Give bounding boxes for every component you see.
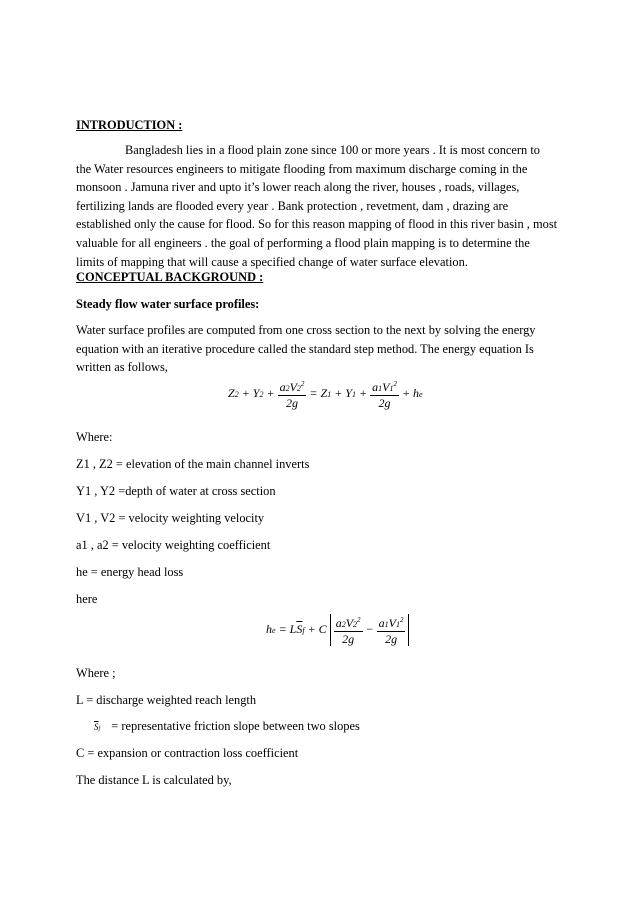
sf-subscript: f (98, 726, 101, 732)
intro-line: Bangladesh lies in a flood plain zone since 100 or more years . It is most concern to (125, 143, 540, 157)
sf-symbol: $\overline{S}$ (94, 722, 99, 732)
steady-line: equation with an iterative procedure called the standard step method. The energy equation Is (76, 341, 534, 356)
where-label-2: Where ; (76, 666, 116, 680)
definition-sf (94, 717, 360, 738)
intro-paragraph (76, 141, 576, 271)
intro-line: monsoon . Jamuna river and upto it’s lower reach along the river, houses , roads, villages, (76, 180, 520, 195)
here-label: here (76, 592, 98, 606)
steady-paragraph (76, 321, 576, 377)
concept-heading: CONCEPTUAL BACKGROUND : (76, 270, 264, 284)
head-loss-equation: he = $L\overline{S}f + C$ $\frac{a2V2^2}{2g}$ − $\frac{a1V1^2}{2g}$ (266, 614, 409, 646)
definition-c: C = expansion or contraction loss coefficient (76, 746, 299, 760)
intro-line: valuable for all engineers . the goal of performing a flood plain mapping is to determine the (76, 235, 530, 250)
distance-line: The distance L is calculated by, (76, 773, 232, 787)
where-label: Where: (76, 430, 113, 444)
intro-heading: INTRODUCTION : (76, 118, 183, 132)
definition-z: Z1 , Z2 = elevation of the main channel inverts (76, 457, 310, 471)
definition-l: L = discharge weighted reach length (76, 693, 257, 707)
steady-line: Water surface profiles are computed from one cross section to the next by solving the energy (76, 323, 536, 337)
definition-he: he = energy head loss (76, 565, 184, 579)
energy-equation: Z2 + Y2 + $\frac{a2V2^2}{2g}$ = Z1 + Y1 + $\frac{a1V1^2}{2g}$ + he (228, 380, 423, 410)
definition-v: V1 , V2 = velocity weighting velocity (76, 511, 265, 525)
definition-a: a1 , a2 = velocity weighting coefficient (76, 538, 271, 552)
definition-y: Y1 , Y2 =depth of water at cross section (76, 484, 276, 498)
intro-line: established only the cause for flood. So for this reason mapping of flood in this river basin , most (76, 217, 558, 232)
sf-description: = representative friction slope between two slopes (111, 719, 360, 733)
steady-heading: Steady flow water surface profiles: (76, 297, 260, 311)
intro-line: fertilizing lands are flooded every year . Bank protection , revetment, dam , drazing are (76, 198, 509, 213)
intro-line: limits of mapping that will cause a specified change of water surface elevation. (76, 254, 468, 269)
steady-line: written as follows, (76, 360, 168, 375)
intro-line: the Water resources engineers to mitigate flooding from maximum discharge coming in the (76, 161, 528, 176)
